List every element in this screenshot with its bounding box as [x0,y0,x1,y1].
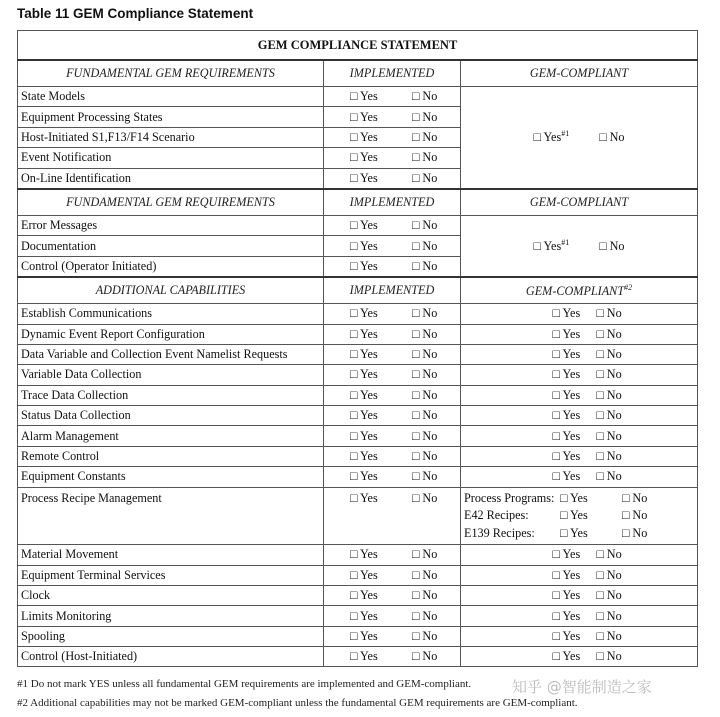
section-header-cell [461,60,698,87]
no-checkbox[interactable]: □ No [412,109,438,124]
yes-checkbox[interactable]: □ Yes [552,367,581,382]
yes-checkbox[interactable]: □ Yes [350,490,378,505]
no-checkbox[interactable]: □ No [596,347,622,362]
table-row [18,606,698,626]
capability-label: Trace Data Collection [18,385,324,405]
table-row [18,426,698,446]
no-checkbox[interactable]: □ No [412,150,438,165]
implemented-cell [324,385,461,405]
no-checkbox[interactable]: □ No [622,490,648,505]
gem-compliant-cell [461,304,698,324]
implemented-cell [324,365,461,385]
implemented-cell [324,565,461,585]
recipe-type-label: E139 Recipes: [464,525,535,540]
table-row [18,446,698,466]
implemented-cell [324,487,461,545]
no-checkbox[interactable]: □ No [412,567,438,582]
yes-checkbox[interactable]: □ Yes [552,567,581,582]
gem-compliance-table [17,30,698,667]
capability-label: Alarm Management [18,426,324,446]
gem-compliant-cell [461,324,698,344]
no-checkbox[interactable]: □ No [412,649,438,664]
gem-compliant-cell [461,545,698,565]
no-checkbox[interactable]: □ No [412,387,438,402]
yes-checkbox[interactable]: □ Yes [350,387,378,402]
no-checkbox[interactable]: □ No [412,258,438,273]
no-checkbox[interactable]: □ No [412,449,438,464]
table-title: GEM COMPLIANCE STATEMENT [18,31,698,61]
gem-compliant-cell [461,344,698,364]
yes-checkbox[interactable]: □ Yes [552,326,581,341]
section-header-label: FUNDAMENTAL GEM REQUIREMENTS [66,194,275,209]
requirement-label: Host-Initiated S1,F13/F14 Scenario [18,127,324,147]
section-header-cell [461,277,698,304]
merged-compliant-cell [461,215,698,277]
requirement-label: Error Messages [18,215,324,235]
implemented-cell [324,148,461,168]
no-checkbox[interactable]: □ No [596,306,622,321]
implemented-cell [324,585,461,605]
no-checkbox[interactable]: □ No [596,449,622,464]
no-checkbox[interactable]: □ No [596,608,622,623]
yes-checkbox[interactable]: □ Yes [560,508,588,523]
yes-checkbox[interactable]: □ Yes [552,449,581,464]
table-row [18,545,698,565]
capability-label: Remote Control [18,446,324,466]
section-header-row [18,277,698,304]
gem-compliant-cell [461,626,698,646]
no-checkbox[interactable]: □ No [412,608,438,623]
gem-compliant-cell [461,446,698,466]
yes-checkbox[interactable]: □ Yes [552,428,581,443]
no-checkbox[interactable]: □ No [412,628,438,643]
implemented-cell [324,87,461,107]
yes-checkbox[interactable]: □ Yes [533,239,562,254]
yes-checkbox[interactable]: □ Yes [350,428,378,443]
yes-checkbox[interactable]: □ Yes [350,347,378,362]
table-row [18,565,698,585]
no-checkbox[interactable]: □ No [596,469,622,484]
no-checkbox[interactable]: □ No [596,428,622,443]
capability-label: Equipment Constants [18,467,324,487]
yes-checkbox[interactable]: □ Yes [552,547,581,562]
requirement-label: State Models [18,87,324,107]
merged-compliant-cell [461,87,698,189]
section-header-label: GEM-COMPLIANT [525,283,625,298]
no-checkbox[interactable]: □ No [412,547,438,562]
yes-checkbox[interactable]: □ Yes [350,150,378,165]
yes-checkbox[interactable]: □ Yes [552,387,581,402]
section-header-label: ADDITIONAL CAPABILITIES [95,283,246,298]
table-row [18,585,698,605]
table-caption: Table 11 GEM Compliance Statement [17,6,254,21]
table-row [18,406,698,426]
recipe-line [464,525,694,543]
requirement-label: Control (Operator Initiated) [18,256,324,277]
table-row [18,87,698,107]
implemented-cell [324,467,461,487]
capability-label: Status Data Collection [18,406,324,426]
yes-checkbox[interactable]: □ Yes [350,628,378,643]
capability-label: Equipment Terminal Services [18,565,324,585]
implemented-cell [324,256,461,277]
no-checkbox[interactable]: □ No [596,408,622,423]
no-checkbox[interactable]: □ No [412,129,438,144]
section-header-row [18,189,698,216]
capability-label: Control (Host-Initiated) [18,647,324,667]
yes-checkbox[interactable]: □ Yes [350,306,378,321]
footnote-marker: #2 [624,282,633,292]
capability-label: Clock [18,585,324,605]
no-checkbox[interactable]: □ No [599,239,625,254]
capability-label: Process Recipe Management [18,487,324,545]
no-checkbox[interactable]: □ No [412,326,438,341]
capability-label: Data Variable and Collection Event Namelist Requests [18,344,324,364]
yes-checkbox[interactable]: □ Yes [350,258,378,273]
recipe-row [18,487,698,545]
footnote-1: #1 Do not mark YES unless all fundamental GEM requirements are implemented and GEM-compliant. [17,678,472,690]
implemented-cell [324,236,461,256]
section-header-label: IMPLEMENTED [349,194,435,209]
section-header-label: IMPLEMENTED [349,283,435,298]
capability-label: Material Movement [18,545,324,565]
no-checkbox[interactable]: □ No [596,547,622,562]
implemented-cell [324,606,461,626]
section-header-cell [18,277,324,304]
yes-checkbox[interactable]: □ Yes [350,326,378,341]
no-checkbox[interactable]: □ No [412,170,438,185]
yes-checkbox[interactable]: □ Yes [552,306,581,321]
table-row [18,365,698,385]
yes-checkbox[interactable]: □ Yes [350,129,378,144]
recipe-compliance-cell [461,487,698,545]
table-row [18,344,698,364]
section-header-label: FUNDAMENTAL GEM REQUIREMENTS [66,66,275,80]
no-checkbox[interactable]: □ No [412,408,438,423]
no-checkbox[interactable]: □ No [596,588,622,603]
yes-checkbox[interactable]: □ Yes [350,547,378,562]
no-checkbox[interactable]: □ No [412,218,438,233]
section-header-cell [18,189,324,216]
implemented-cell [324,446,461,466]
no-checkbox[interactable]: □ No [599,130,625,145]
implemented-cell [324,545,461,565]
yes-checkbox[interactable]: □ Yes [560,490,588,505]
no-checkbox[interactable]: □ No [622,525,648,540]
no-checkbox[interactable]: □ No [412,306,438,321]
table-row [18,385,698,405]
capability-label: Establish Communications [18,304,324,324]
requirement-label: Documentation [18,236,324,256]
yes-checkbox[interactable]: □ Yes [552,408,581,423]
implemented-cell [324,426,461,446]
yes-checkbox[interactable]: □ Yes [552,649,581,664]
yes-checkbox[interactable]: □ Yes [350,109,378,124]
section-header-label: GEM-COMPLIANT [529,194,629,209]
gem-compliant-cell [461,647,698,667]
no-checkbox[interactable]: □ No [596,567,622,582]
implemented-cell [324,168,461,189]
no-checkbox[interactable]: □ No [412,367,438,382]
yes-checkbox[interactable]: □ Yes [552,608,581,623]
implemented-cell [324,304,461,324]
table-row [18,647,698,667]
implemented-cell [324,647,461,667]
implemented-cell [324,344,461,364]
yes-checkbox[interactable]: □ Yes [350,449,378,464]
no-checkbox[interactable]: □ No [412,347,438,362]
yes-checkbox[interactable]: □ Yes [552,588,581,603]
yes-checkbox[interactable]: □ Yes [552,347,581,362]
implemented-cell [324,215,461,235]
yes-checkbox[interactable]: □ Yes [560,525,588,540]
yes-checkbox[interactable]: □ Yes [350,588,378,603]
gem-compliant-cell [461,365,698,385]
recipe-type-label: E42 Recipes: [464,508,529,523]
no-checkbox[interactable]: □ No [412,588,438,603]
table-row [18,215,698,235]
table-row [18,324,698,344]
requirement-label: Equipment Processing States [18,107,324,127]
capability-label: Spooling [18,626,324,646]
gem-compliant-cell [461,406,698,426]
no-checkbox[interactable]: □ No [412,428,438,443]
capability-label: Variable Data Collection [18,365,324,385]
implemented-cell [324,406,461,426]
section-header-cell [324,277,461,304]
implemented-cell [324,626,461,646]
yes-checkbox[interactable]: □ Yes [350,218,378,233]
recipe-line [464,490,694,508]
capability-label: Limits Monitoring [18,606,324,626]
section-header-cell [324,189,461,216]
capability-label: Dynamic Event Report Configuration [18,324,324,344]
requirement-label: Event Notification [18,148,324,168]
no-checkbox[interactable]: □ No [412,238,438,253]
yes-checkbox[interactable]: □ Yes [552,628,581,643]
table-row [18,626,698,646]
section-header-cell [18,60,324,87]
implemented-cell [324,107,461,127]
no-checkbox[interactable]: □ No [596,387,622,402]
footnote-marker: #1 [561,129,570,139]
no-checkbox[interactable]: □ No [596,649,622,664]
table-row [18,304,698,324]
no-checkbox[interactable]: □ No [412,89,438,104]
implemented-cell [324,127,461,147]
gem-compliant-cell [461,565,698,585]
no-checkbox[interactable]: □ No [596,326,622,341]
yes-checkbox[interactable]: □ Yes [350,367,378,382]
no-checkbox[interactable]: □ No [412,469,438,484]
yes-checkbox[interactable]: □ Yes [350,238,378,253]
section-header-label: IMPLEMENTED [349,66,435,80]
section-header-row [18,60,698,87]
yes-checkbox[interactable]: □ Yes [350,608,378,623]
yes-checkbox[interactable]: □ Yes [552,469,581,484]
table-row [18,467,698,487]
footnote-marker: #1 [561,238,570,247]
section-header-cell [324,60,461,87]
yes-checkbox[interactable]: □ Yes [350,649,378,664]
gem-compliant-cell [461,385,698,405]
recipe-type-label: Process Programs: [464,490,555,505]
watermark: 知乎 @智能制造之家 [512,678,652,696]
yes-checkbox[interactable]: □ Yes [350,408,378,423]
footnote-2: #2 Additional capabilities may not be marked GEM-compliant unless the fundamental GEM requirements are GEM-compliant. [17,697,578,709]
no-checkbox[interactable]: □ No [622,508,648,523]
no-checkbox[interactable]: □ No [596,367,622,382]
gem-compliant-cell [461,585,698,605]
yes-checkbox[interactable]: □ Yes [350,89,378,104]
section-header-label: GEM-COMPLIANT [529,66,629,80]
gem-compliant-cell [461,467,698,487]
recipe-line [464,507,694,525]
gem-compliant-cell [461,426,698,446]
implemented-cell [324,324,461,344]
yes-checkbox[interactable]: □ Yes [350,469,378,484]
no-checkbox[interactable]: □ No [412,490,438,505]
requirement-label: On-Line Identification [18,168,324,189]
gem-compliant-cell [461,606,698,626]
yes-checkbox[interactable]: □ Yes [350,170,378,185]
yes-checkbox[interactable]: □ Yes [350,567,378,582]
no-checkbox[interactable]: □ No [596,628,622,643]
yes-checkbox[interactable]: □ Yes [533,130,562,145]
section-header-cell [461,189,698,216]
